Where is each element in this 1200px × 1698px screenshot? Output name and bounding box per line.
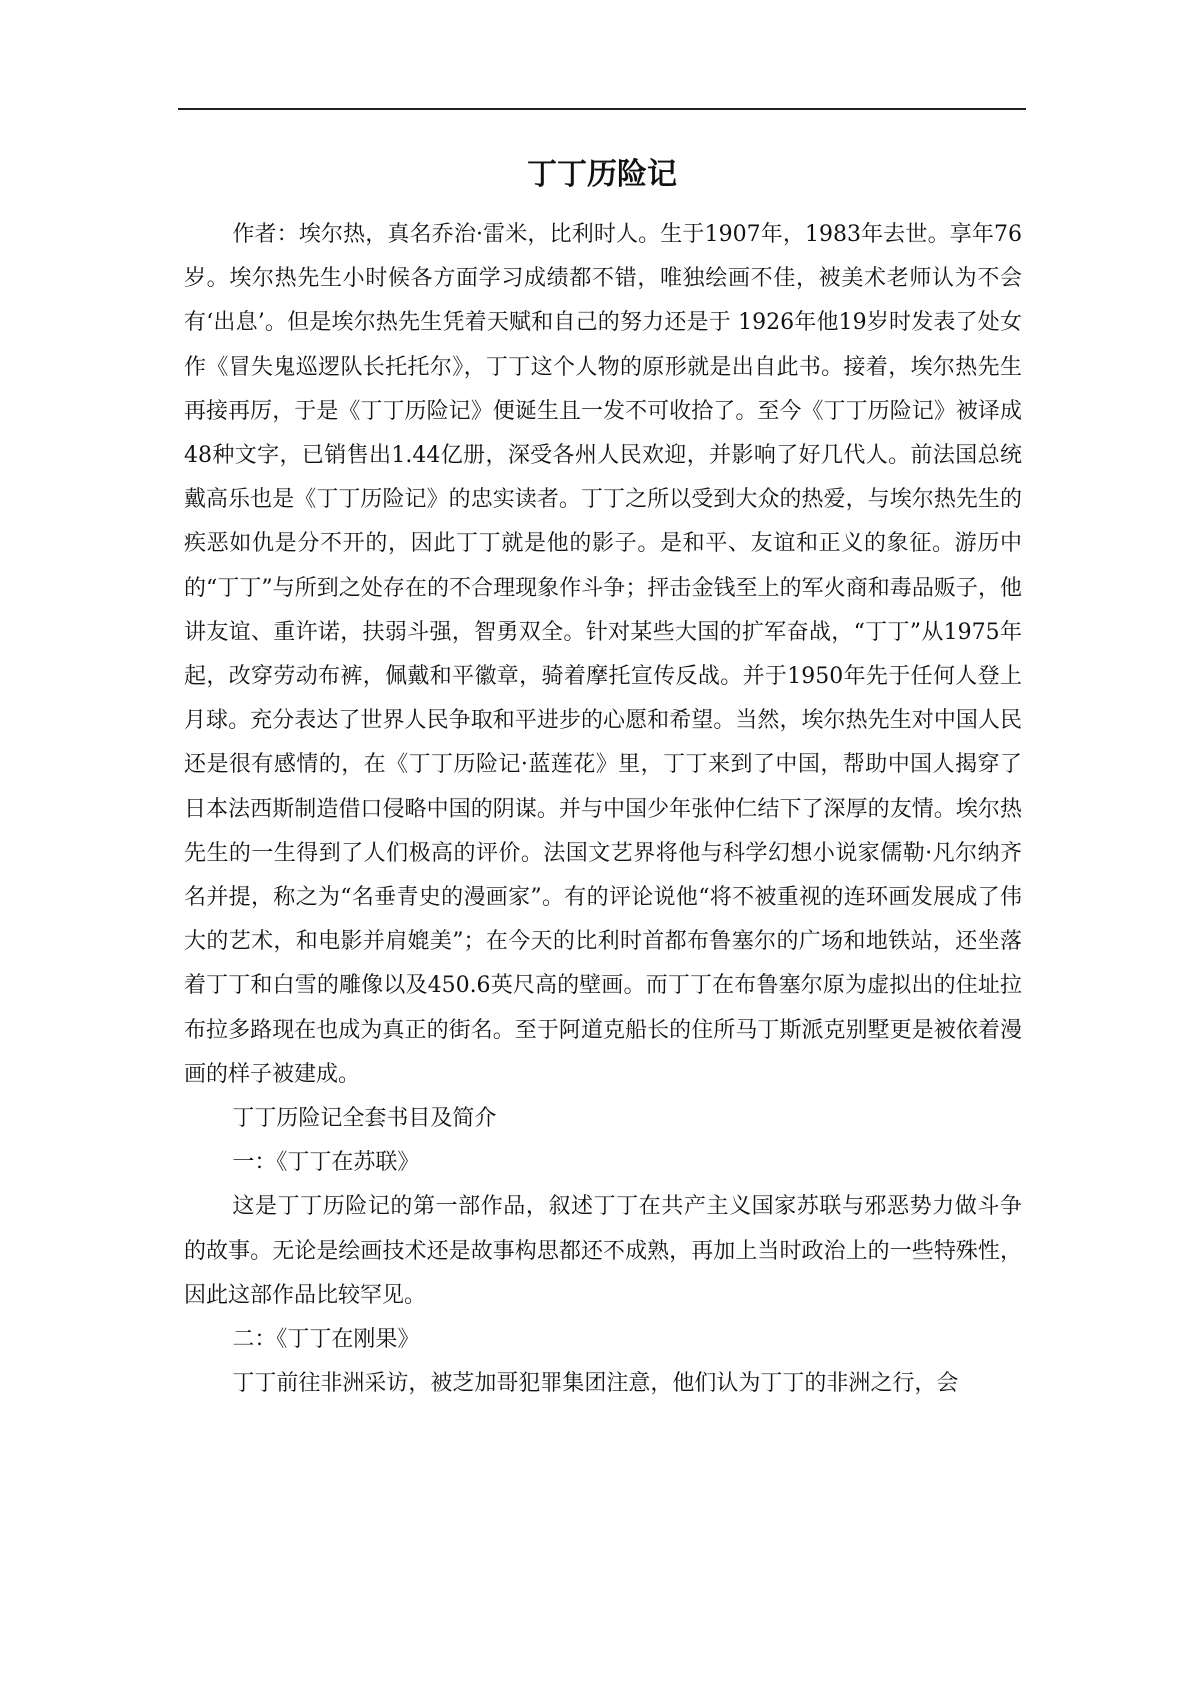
header-rule bbox=[178, 108, 1026, 110]
page-title: 丁丁历险记 bbox=[527, 157, 677, 192]
paragraph-book-2-summary: 丁丁前往非洲采访，被芝加哥犯罪集团注意，他们认为丁丁的非洲之行，会 bbox=[232, 1371, 959, 1397]
paragraph-author-bio: 作者：埃尔热，真名乔治·雷米，比利时人。生于1907年，1983年去世。享年76岁。埃尔热先生小时候各方面学习成绩都不错，唯独绘画不佳，被美术老师认为不会有‘出息’。但是埃尔热先生凭着天赋和自己的努力还是于 1926年他19岁时发表了处女作《冒失鬼巡逻队长托托尔》，丁丁这个人物的原形就是出自此书。接着，埃尔热先生再接再厉，于是《丁丁历险记》便诞生且一发不可收拾了。至今《丁丁历险记》被译成48种文字，已销售出1.44亿册，深受各州人民欢迎，并影响了好几代人。前法国总统戴高乐也是《丁丁历险记》的忠实读者。丁丁之所以受到大众的热爱，与埃尔热先生的疾恶如仇是分不开的，因此丁丁就是他的影子。是和平、友谊和正义的象征。游历中的“丁丁”与所到之处存在的不合理现象作斗争；抨击金钱至上的军火商和毒品贩子，他讲友谊、重许诺，扶弱斗强，智勇双全。针对某些大国的扩军奋战，“丁丁”从1975年起，改穿劳动布裤，佩戴和平徽章，骑着摩托宣传反战。并于1950年先于任何人登上月球。充分表达了世界人民争取和平进步的心愿和希望。当然，埃尔热先生对中国人民还是很有感情的，在《丁丁历险记·蓝莲花》里，丁丁来到了中国，帮助中国人揭穿了日本法西斯制造借口侵略中国的阴谋。并与中国少年张仲仁结下了深厚的友情。埃尔热先生的一生得到了人们极高的评价。法国文艺界将他与科学幻想小说家儒勒·凡尔纳齐名并提，称之为“名垂青史的漫画家”。有的评论说他“将不被重视的连环画发展成了伟大的艺术，和电影并肩媲美”；在今天的比利时首都布鲁塞尔的广场和地铁站，还坐落着丁丁和白雪的雕像以及450.6英尺高的壁画。而丁丁在布鲁塞尔原为虚拟出的住址拉布拉多路现在也成为真正的街名。至于阿道克船长的住所马丁斯派克别墅更是被依着漫画的样子被建成。 bbox=[184, 222, 1022, 1087]
body-text bbox=[184, 213, 1022, 1406]
paragraph-book-1-summary: 这是丁丁历险记的第一部作品，叙述丁丁在共产主义国家苏联与邪恶势力做斗争的故事。无论是绘画技术还是故事构思都还不成熟，再加上当时政治上的一些特殊性，因此这部作品比较罕见。 bbox=[184, 1194, 1022, 1308]
paragraph-book-2-title: 二：《丁丁在刚果》 bbox=[232, 1327, 420, 1353]
paragraph-series-heading: 丁丁历险记全套书目及简介 bbox=[232, 1106, 497, 1132]
paragraph-book-1-title: 一：《丁丁在苏联》 bbox=[232, 1150, 420, 1176]
